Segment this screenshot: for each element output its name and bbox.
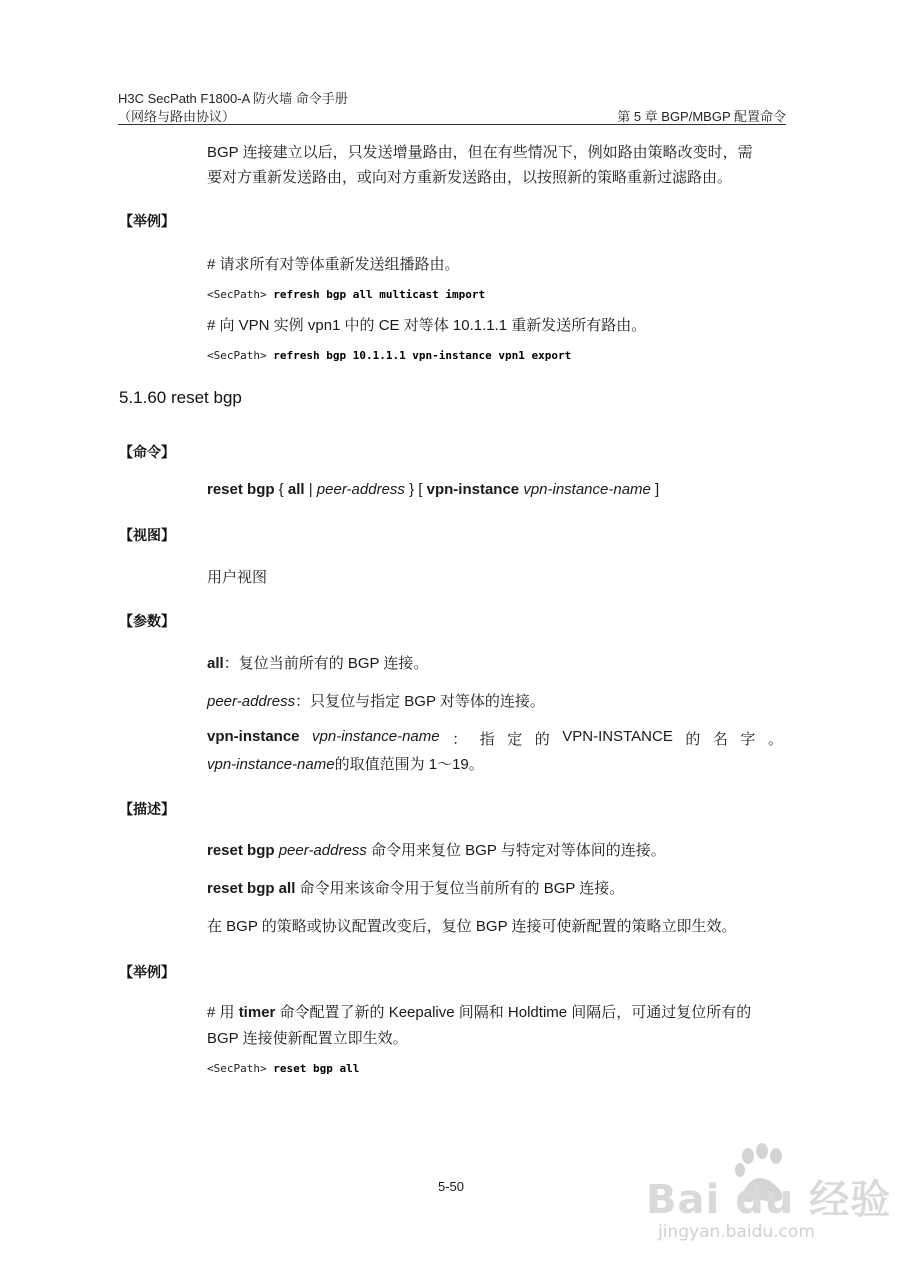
syntax-argument: peer-address [316,481,405,498]
example-text: # 用 [207,1004,239,1021]
example-text: 命令配置了新的 Keepalive 间隔和 Holdtime 间隔后，可通过复位所有的 [275,1004,752,1021]
syntax-keyword: reset bgp [207,481,275,498]
baidu-watermark [640,1140,890,1250]
example-heading: 【举例】 [119,214,175,230]
param-word: ： [452,731,468,748]
param-word: 的 [685,731,701,748]
syntax-punct: } [ [404,481,427,498]
intro-line-1: BGP 连接建立以后，只发送增量路由，但在有些情况下，例如路由策略改变时，需 [207,144,753,161]
code-command: refresh bgp 10.1.1.1 vpn-instance vpn1 export [273,349,572,362]
param-word: 名 [712,731,728,748]
param-word: 指 [479,731,495,748]
example2-line-1 [207,1001,751,1022]
param-description: 的取值范围为 1～19。 [334,756,484,773]
param-peer-address [207,690,545,711]
desc-line-2 [207,877,624,898]
section-title: 5.1.60 reset bgp [119,388,242,407]
header-title: H3C SecPath F1800-A 防火墙 命令手册 [118,91,348,106]
param-word: 。 [767,731,783,748]
code-prompt: <SecPath> [207,1062,267,1075]
code-line-3 [207,1062,359,1075]
example-heading: 【举例】 [119,965,175,981]
view-heading: 【视图】 [119,528,175,544]
param-vpn-range [207,753,484,774]
syntax-keyword: vpn-instance [426,481,520,498]
example2-line-2: BGP 连接使新配置立即生效。 [207,1030,408,1047]
syntax-punct: | [304,481,317,498]
command-heading: 【命令】 [119,445,175,461]
desc-heading: 【描述】 [119,802,175,818]
example-keyword: timer [238,1004,276,1021]
desc-line-1 [207,839,666,860]
header-chapter: 第 5 章 BGP/MBGP 配置命令 [617,109,786,124]
params-heading: 【参数】 [119,614,175,630]
param-argument: peer-address [207,693,296,710]
intro-line-2: 要对方重新发送路由，或向对方重新发送路由，以按照新的策略重新过滤路由。 [207,169,733,186]
param-all [207,652,428,673]
code-command: refresh bgp all multicast import [273,288,486,301]
syntax-punct: ] [650,481,660,498]
param-description: ：复位当前所有的 BGP 连接。 [223,655,429,672]
code-line-1 [207,288,485,301]
watermark-brand: Bai du 经验 [646,1177,892,1223]
code-prompt: <SecPath> [207,288,267,301]
example-desc-2: # 向 VPN 实例 vpn1 中的 CE 对等体 10.1.1.1 重新发送所有路由。 [207,317,647,334]
param-argument: vpn-instance-name [207,756,335,773]
syntax-keyword: all [287,481,305,498]
param-vpn-instance [207,728,783,749]
watermark-url: jingyan.baidu.com [658,1222,815,1242]
desc-text: 命令用来该命令用于复位当前所有的 BGP 连接。 [295,880,625,897]
param-word: 定 [507,731,523,748]
param-keyword: all [207,655,224,672]
desc-argument: peer-address [278,842,367,859]
example-desc-1: # 请求所有对等体重新发送组播路由。 [207,256,460,273]
desc-keyword: reset bgp [207,842,275,859]
param-argument: vpn-instance-name [312,728,440,745]
header-rule [118,124,786,125]
code-prompt: <SecPath> [207,349,267,362]
code-line-2 [207,349,571,362]
param-word: VPN-INSTANCE [562,728,673,745]
param-word: 字 [740,731,756,748]
syntax-punct: { [274,481,288,498]
code-command: reset bgp all [273,1062,360,1075]
desc-keyword: reset bgp all [207,880,296,897]
command-syntax [207,481,659,498]
param-word: 的 [534,731,550,748]
syntax-argument: vpn-instance-name [523,481,651,498]
view-text: 用户视图 [207,569,268,586]
desc-line-3: 在 BGP 的策略或协议配置改变后，复位 BGP 连接可使新配置的策略立即生效。 [207,918,737,935]
desc-text: 命令用来复位 BGP 与特定对等体间的连接。 [366,842,666,859]
page-number: 5-50 [438,1179,465,1194]
param-keyword: vpn-instance [207,728,300,745]
header-subtitle: （网络与路由协议） [118,109,236,124]
param-description: ：只复位与指定 BGP 对等体的连接。 [295,693,545,710]
